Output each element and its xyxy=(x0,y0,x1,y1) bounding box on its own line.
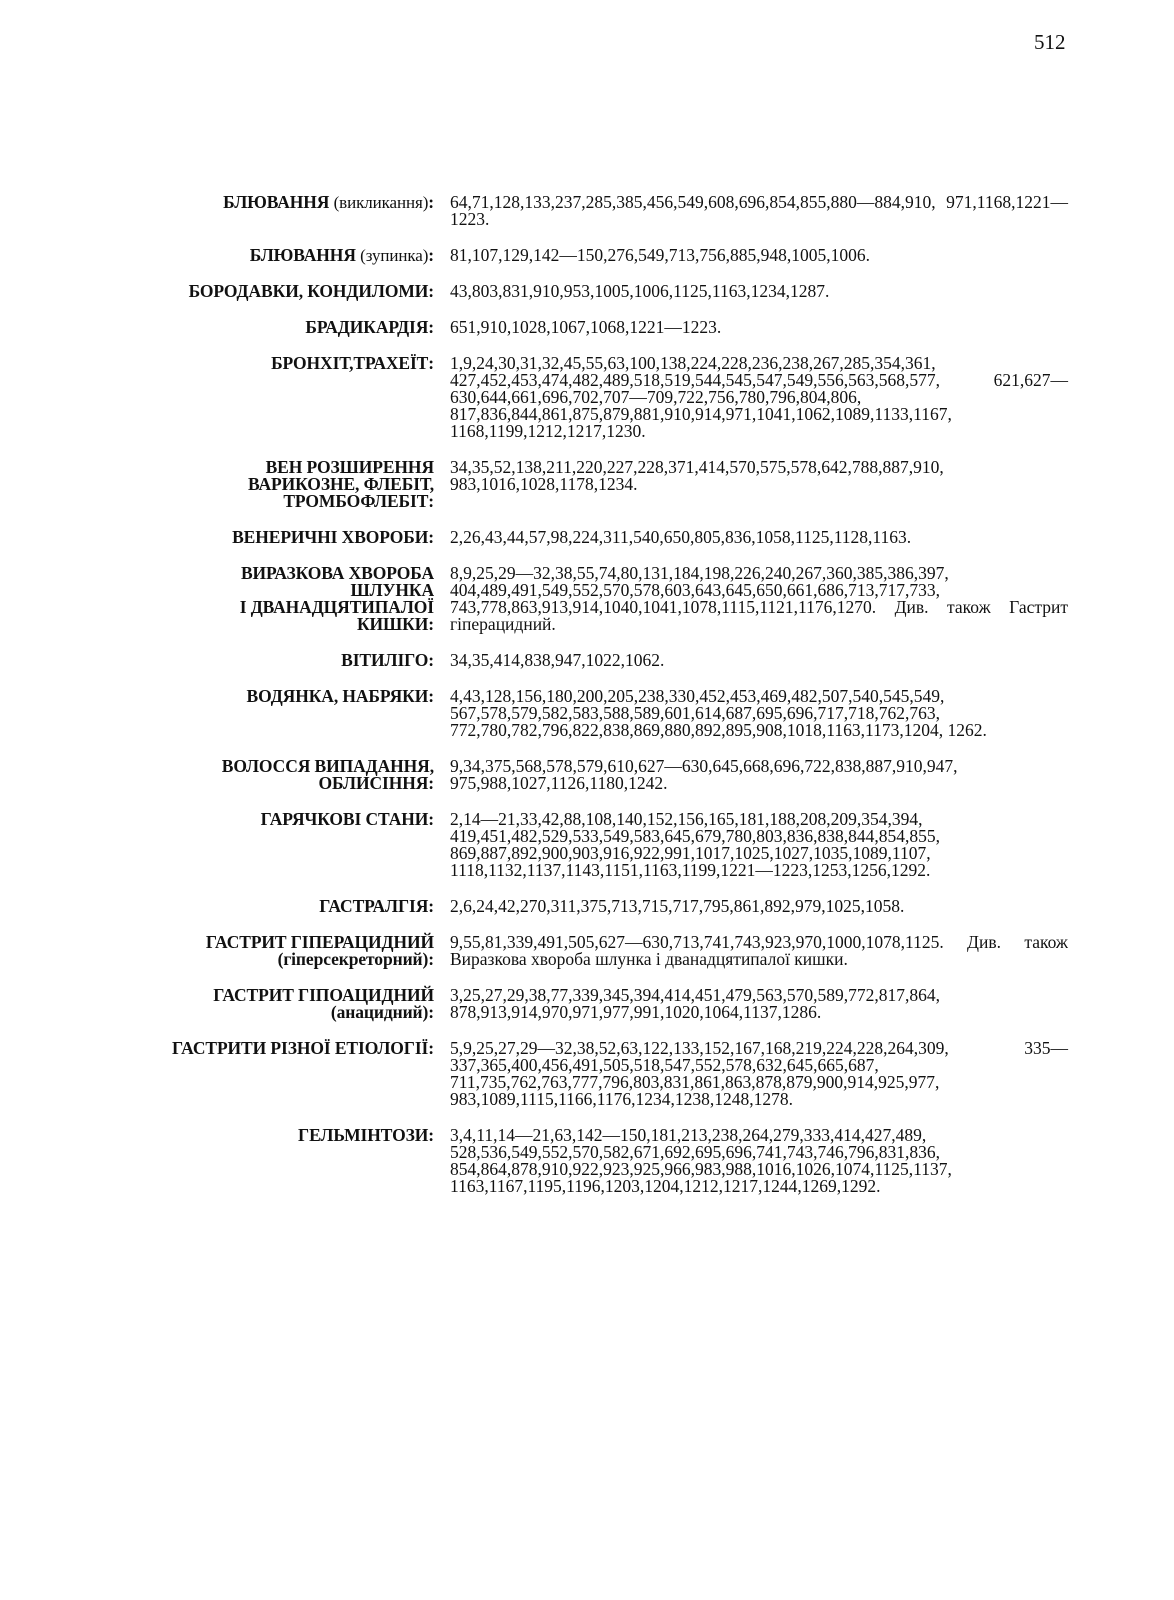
index-references: 3,4,11,14—21,63,142—150,181,213,238,264,279,333,414,427,489, 528,536,549,552,570,582,671,692,695,696,741,743,746,796,831,836, 854,864,878,910,922,923,925,966,983,988,1016,1026,1074,1125,1137, 1163,1167,1195,1196,1203,1204,1212,1217,1244,1269,1292. xyxy=(450,1125,952,1196)
index-term xyxy=(0,459,434,510)
index-references: 81,107,129,142—150,276,549,713,756,885,948,1005,1006. xyxy=(450,245,870,265)
index-entry xyxy=(0,811,1174,879)
index-references: 2,6,24,42,270,311,375,713,715,717,795,861,892,979,1025,1058. xyxy=(450,896,905,916)
index-term-line: ОБЛИСІННЯ: xyxy=(318,773,434,793)
index-term-line: БОРОДАВКИ, КОНДИЛОМИ: xyxy=(188,281,434,301)
index-term xyxy=(0,529,434,546)
index-term-line: ВИРАЗКОВА ХВОРОБА xyxy=(240,563,434,583)
index-term-line: БРОНХІТ,ТРАХЕЇТ: xyxy=(271,353,434,373)
index-references: 64,71,128,133,237,285,385,456,549,608,696,854,855,880—884,910, 971,1168,1221—1223. xyxy=(450,192,1068,229)
index-term-line: ГАСТРИТИ РІЗНОЇ ЕТІОЛОГІЇ: xyxy=(172,1038,434,1058)
index-entry xyxy=(0,565,1174,633)
index-references: 5,9,25,27,29—32,38,52,63,122,133,152,167,168,219,224,228,264,309, 335—337,365,400,456,491,505,518,547,552,578,632,645,665,687, 711,735,762,763,777,796,803,831,861,863,878,879,900,914,925,977, 983,1089,1115,1166,1176,1234,1238,1248,1278. xyxy=(450,1038,1068,1109)
index-term-line: ВІТИЛІГО: xyxy=(341,650,434,670)
index-term-line: ВЕНЕРИЧНІ ХВОРОБИ: xyxy=(232,527,434,547)
index-references: 9,34,375,568,578,579,610,627—630,645,668,696,722,838,887,910,947, 975,988,1027,1126,1180,1242. xyxy=(450,756,958,793)
index-term-line: ВОДЯНКА, НАБРЯКИ: xyxy=(246,686,434,706)
index-term xyxy=(0,811,434,828)
index-term xyxy=(0,688,434,705)
index-term xyxy=(0,898,434,915)
index-term-line: І ДВАНАДЦЯТИПАЛОЇ xyxy=(239,597,434,617)
index-entry xyxy=(0,987,1174,1021)
index-term-line: (анацидний): xyxy=(330,1002,434,1022)
index-term xyxy=(0,194,434,211)
index-entry xyxy=(0,1127,1174,1195)
index-term-line: БЛЮВАННЯ (викликання): xyxy=(223,192,434,212)
index-term-line: ШЛУНКА xyxy=(350,580,434,600)
index-term xyxy=(0,565,434,633)
index-term xyxy=(0,758,434,792)
index-references: 43,803,831,910,953,1005,1006,1125,1163,1234,1287. xyxy=(450,281,830,301)
index-references: 651,910,1028,1067,1068,1221—1223. xyxy=(450,317,722,337)
index-term xyxy=(0,355,434,372)
index-references: 4,43,128,156,180,200,205,238,330,452,453,469,482,507,540,545,549, 567,578,579,582,583,588,589,601,614,687,695,696,717,718,762,763, 772,780,782,796,822,838,869,880,892,895,908,1018,1163,1173,1204, 1262. xyxy=(450,686,987,740)
index-term-line: ВАРИКОЗНЕ, ФЛЕБІТ, xyxy=(248,474,434,494)
index-entry xyxy=(0,934,1174,968)
index-term xyxy=(0,652,434,669)
index-entry xyxy=(0,1040,1174,1108)
page-number: 512 xyxy=(1034,30,1066,54)
index-entry xyxy=(0,283,1174,300)
index-entry xyxy=(0,758,1174,792)
index-term xyxy=(0,319,434,336)
index-references: 34,35,52,138,211,220,227,228,371,414,570,575,578,642,788,887,910, 983,1016,1028,1178,1234. xyxy=(450,457,944,494)
index-references: 8,9,25,29—32,38,55,74,80,131,184,198,226,240,267,360,385,386,397, 404,489,491,549,552,570,578,603,643,645,650,661,686,713,717,733, 743,778,863,913,914,1040,1041,1078,1115,1121,1176,1270. Див. також Гастрит гіперацидний. xyxy=(450,563,1068,634)
index-term-line: КИШКИ: xyxy=(356,614,434,634)
index-references: 3,25,27,29,38,77,339,345,394,414,451,479,563,570,589,772,817,864, 878,913,914,970,971,977,991,1020,1064,1137,1286. xyxy=(450,985,940,1022)
index-entry xyxy=(0,529,1174,546)
index-term xyxy=(0,1127,434,1144)
index-term xyxy=(0,987,434,1021)
index-term xyxy=(0,247,434,264)
index-references: 34,35,414,838,947,1022,1062. xyxy=(450,650,665,670)
index-term-qualifier: (викликання) xyxy=(333,193,429,212)
index-term-line: ГАРЯЧКОВІ СТАНИ: xyxy=(260,809,434,829)
index-term xyxy=(0,934,434,968)
index-entry xyxy=(0,355,1174,440)
index-term-line: БЛЮВАННЯ (зупинка): xyxy=(249,245,434,265)
index-term-line: ВОЛОССЯ ВИПАДАННЯ, xyxy=(221,756,434,776)
index-term-line: БРАДИКАРДІЯ: xyxy=(305,317,434,337)
index-term-line: ГАСТРИТ ГІПОАЦИДНИЙ xyxy=(213,985,434,1005)
index-entry xyxy=(0,898,1174,915)
index-list xyxy=(0,194,1174,1214)
index-term xyxy=(0,1040,434,1057)
index-entry xyxy=(0,652,1174,669)
index-term-line: ТРОМБОФЛЕБІТ: xyxy=(283,491,434,511)
index-references: 2,14—21,33,42,88,108,140,152,156,165,181,188,208,209,354,394, 419,451,482,529,533,549,583,645,679,780,803,836,838,844,854,855, 869,887,892,900,903,916,922,991,1017,1025,1027,1035,1089,1107, 1118,1132,1137,1143,1151,1163,1199,1221—1223,1253,1256,1292. xyxy=(450,809,940,880)
index-term-line: (гіперсекреторний): xyxy=(277,949,434,969)
index-term-line: ГАСТРИТ ГІПЕРАЦИДНИЙ xyxy=(205,932,434,952)
index-references: 9,55,81,339,491,505,627—630,713,741,743,923,970,1000,1078,1125. Див. також Виразкова хвороба шлунка і дванадцятипалої кишки. xyxy=(450,932,1068,969)
index-references: 1,9,24,30,31,32,45,55,63,100,138,224,228,236,238,267,285,354,361, 427,452,453,474,482,489,518,519,544,545,547,549,556,563,568,577, 621,627—630,644,661,696,702,707—709,722,756,780,796,804,806, 817,836,844,861,875,879,881,910,914,971,1041,1062,1089,1133,1167, 1168,1199,1212,1217,1230. xyxy=(450,353,1068,441)
index-entry xyxy=(0,194,1174,228)
index-entry xyxy=(0,319,1174,336)
index-entry xyxy=(0,247,1174,264)
index-entry xyxy=(0,688,1174,739)
index-term-line: ВЕН РОЗШИРЕННЯ xyxy=(265,457,434,477)
index-term-line: ГАСТРАЛГІЯ: xyxy=(319,896,434,916)
index-term xyxy=(0,283,434,300)
index-term-line: ГЕЛЬМІНТОЗИ: xyxy=(298,1125,434,1145)
index-entry xyxy=(0,459,1174,510)
index-references: 2,26,43,44,57,98,224,311,540,650,805,836,1058,1125,1128,1163. xyxy=(450,527,912,547)
index-term-qualifier: (зупинка) xyxy=(360,246,429,265)
